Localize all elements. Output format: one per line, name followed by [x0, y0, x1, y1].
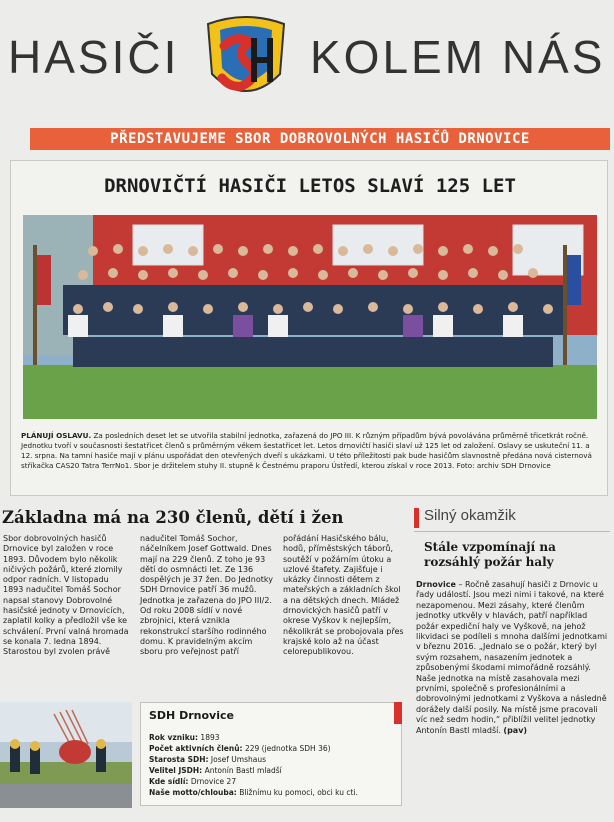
sidebar-text: Drnovice – Ročně zasahují hasiči z Drnovic u řady událostí. Jsou mezi nimi i takové, na které nezapomenou. Mezi zásahy, které členům jednotky utkvěly v hlavách, patří například požár expediční haly ve Vyškově, na jehož likvidaci se podíleli s mnoha dalšími jednotkami v březnu 2016. „Jednalo se o požár, který byl svým rozsahem, nasazením jednotek a způsobenými škodami mimořádně rozsáhlý. Naše jednotka na místě zasahovala mezi prvními, společně s profesionálními a dobrovolnými jednotkami z Vyškova a následně dorážely další posily. Na místě jsme pracovali víc než sedm hodin,“ přiblížil velitel jednotky Antonín Bastl mladší. (pav) — [416, 580, 608, 735]
sh-logo-icon — [190, 16, 302, 112]
info-row: Rok vzniku: 1893 — [149, 733, 220, 742]
info-row: Počet aktivních členů: 229 (jednotka SDH 36) — [149, 744, 331, 753]
sidebar-accent — [414, 508, 419, 528]
info-row: Velitel JSDH: Antonín Bastl mladší — [149, 766, 282, 775]
info-box — [140, 702, 402, 806]
info-box-title: SDH Drnovice — [149, 709, 234, 722]
caption-credit: Foto: archiv SDH Drnovice — [456, 461, 551, 470]
article-headline: Základna má na 230 členů, dětí i žen — [2, 508, 344, 527]
info-box-accent — [394, 702, 402, 724]
photo-caption — [21, 431, 599, 471]
caption-text: Za posledních deset let se utvořila stabilní jednotka, zařazená do JPO III. K různým případům bývá povolávána průměrně třicetkrát ročně. Jednotku tvoří v současnosti šestatřicet členů s průměrným věkem šestatřicet let. Letos drnovičtí hasiči slaví už 125 let od založení. Oslavy se uskuteční 11. a 12. srpna. Na tamní hasiče mají v plánu uspořádat den otevřených dveří s ukázkami. U této příležitosti pak bude hasičům slavnostně předána nová cisternová stříkačka CAS20 Tatra TerrNo1. Sbor je držitelem stuhy II. stupně k Čestnému praporu Ústředí, kterou získal v roce 2013. — [21, 431, 592, 470]
info-row: Kde sídlí: Drnovice 27 — [149, 777, 237, 786]
info-row: Starosta SDH: Josef Umshaus — [149, 755, 266, 764]
feature-title: DRNOVIČTÍ HASIČI LETOS SLAVÍ 125 LET — [104, 175, 516, 197]
group-photo — [23, 215, 597, 419]
sidebar-divider — [414, 531, 610, 532]
sidebar-label: Silný okamžik — [424, 507, 516, 524]
masthead-right-word: KOLEM NÁS — [310, 31, 606, 83]
firefighters-photo — [0, 702, 132, 808]
article-column-3: pořádání Hasičského bálu, hodů, příměstských táborů, soutěží v požárním útoku a uzlové štafety. Zajišťuje i ukázky činnosti dětem z mateřských a základních škol a na dětských dnech. Mládež drnovických hasičů patří v okrese Vyškov k nejlepším, několikrát se probojovala přes krajské kolo až na účast celorepublikovou. — [283, 534, 404, 657]
masthead — [0, 0, 614, 118]
article-column-2: nadučitel Tomáš Sochor, náčelníkem Josef Gottwald. Dnes mají na 229 členů. Z toho je 93 dětí do osmnácti let. Ze 136 dospělých je 37 žen. Do Jednotky SDH Drnovice patří 36 mužů. Jednotka je zařazena do JPO III/2. Od roku 2008 sídlí v nové zbrojnici, která vznikla rekonstrukcí staršího rodinného domu. K pravidelným akcím sboru pro veřejnost patří — [140, 534, 273, 657]
section-banner: PŘEDSTAVUJEME SBOR DOBROVOLNÝCH HASIČŮ DRNOVICE — [30, 128, 610, 150]
caption-lead: PLÁNUJÍ OSLAVU. — [21, 431, 92, 440]
masthead-left-word: HASIČI — [8, 31, 180, 83]
info-row: Naše motto/chlouba: Bližnímu ku pomoci, obci ku cti. — [149, 788, 358, 797]
sidebar-headline: Stále vzpomínají na rozsáhlý požár haly — [424, 540, 556, 569]
article-column-1: Sbor dobrovolných hasičů Drnovice byl založen v roce 1893. Důvodem bylo několik ničivých požárů, které zlomily odpor radních. V listopadu 1893 nadučitel Tomáš Sochor napsal stanovy Dobrovolné hasičské jednoty v Drnovicích, zaplatil kolky a předložil vše ke schválení. První valná hromada se konala 7. ledna 1894. Starostou byl zvolen právě — [3, 534, 129, 657]
feature-box — [10, 160, 608, 496]
